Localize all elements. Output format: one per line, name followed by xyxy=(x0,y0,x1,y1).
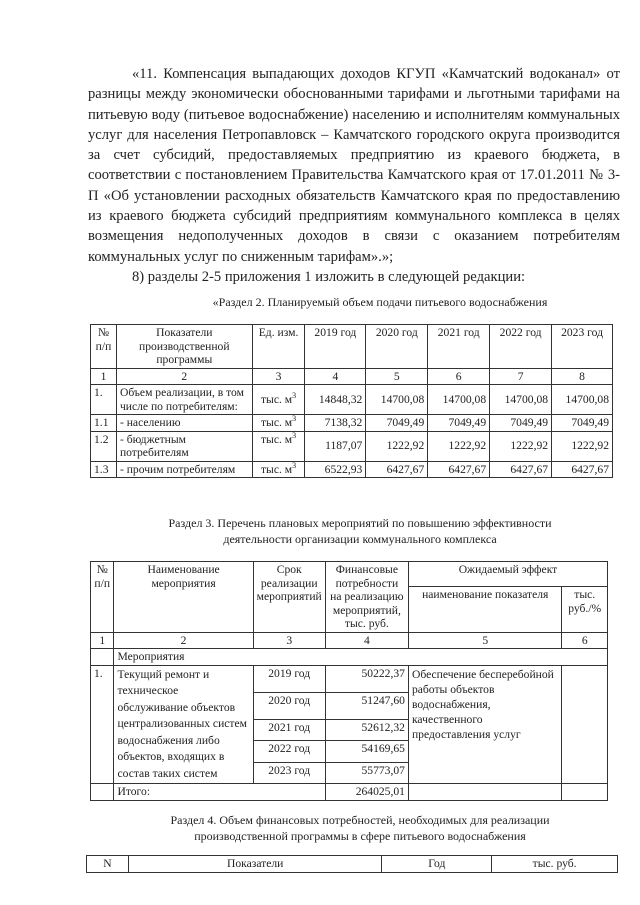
header-amount: тыс. руб. xyxy=(492,856,618,873)
table-row xyxy=(91,665,608,692)
row-value: 14700,08 xyxy=(552,385,613,415)
col-num: 3 xyxy=(252,368,305,385)
header-indicator: Показатели производственной программы xyxy=(116,325,252,369)
table-header-row xyxy=(91,562,608,587)
row-value: 1222,92 xyxy=(366,431,428,461)
header-num: N xyxy=(87,856,129,873)
header-indicator: Показатели xyxy=(128,856,382,873)
amount-cell: 55773,07 xyxy=(325,762,408,784)
col-num: 6 xyxy=(428,368,490,385)
section2-title: «Раздел 2. Планируемый объем подачи питьевого водоснабжения xyxy=(212,295,548,309)
group-row xyxy=(91,649,608,666)
row-value: 14700,08 xyxy=(366,385,428,415)
year-cell: 2019 год xyxy=(253,665,325,692)
table-row xyxy=(91,431,613,461)
row-value: 7049,49 xyxy=(428,415,490,432)
row-name: - прочим потребителям xyxy=(116,461,252,478)
paragraph-11: «11. Компенсация выпадающих доходов КГУП «Камчатский водоканал» от разницы между экономически обоснованными тарифами и льготными тарифами на питьевую воду (питьевое водоснабжение) населению и исполнителям коммунальных услуг для населения Петропавловск – Камчатского городского округа производится за счет субсидий, предоставляемых предприятию из краевого бюджета, в соответствии с постановлением Правительства Камчатского края от 17.01.2011 № 3-П «Об установлении расходных обязательств Камчатского края по предоставлению из краевого бюджета субсидий предприятиям коммунального комплекса в целях возмещения недополученных доходов в связи с оказанием потребителям коммунальных услуг по сниженным тарифам».»; xyxy=(88,66,620,265)
section3-title: Раздел 3. Перечень плановых мероприятий по повышению эффективности деятельности организации коммунального комплекса xyxy=(168,516,552,546)
section2-table xyxy=(90,324,613,478)
row-num: 1.3 xyxy=(91,461,117,478)
row-unit: тыс. $м^3$ xyxy=(252,431,305,461)
col-num: 2 xyxy=(114,632,253,649)
header-effect-value: тыс. руб./% xyxy=(562,587,608,632)
row-num: 1.1 xyxy=(91,415,117,432)
total-value: 264025,01 xyxy=(325,784,408,801)
group-label: Мероприятия xyxy=(114,649,608,666)
col-num: 4 xyxy=(325,632,408,649)
row-name: Объем реализации, в том числе по потребителям: xyxy=(116,385,252,415)
total-row xyxy=(91,784,608,801)
section4-table xyxy=(86,855,618,873)
section3-table xyxy=(90,561,608,801)
col-num: 1 xyxy=(91,368,117,385)
effect-text: Обеспечение бесперебойной работы объектов водоснабжения, качественного предоставления услуг xyxy=(408,665,562,784)
section4-title: Раздел 4. Объем финансовых потребностей, необходимых для реализации производственной программы в сфере питьевого водоснабжения xyxy=(170,813,550,843)
year-cell: 2020 год xyxy=(253,692,325,719)
col-num: 2 xyxy=(116,368,252,385)
row-num: 1.2 xyxy=(91,431,117,461)
header-unit: Ед. изм. xyxy=(252,325,305,369)
row-value: 7049,49 xyxy=(490,415,552,432)
row-value: 14700,08 xyxy=(428,385,490,415)
column-number-row xyxy=(91,368,613,385)
amount-cell: 54169,65 xyxy=(325,741,408,763)
row-unit: тыс. $м^3$ xyxy=(252,415,305,432)
row-value: 6522,93 xyxy=(305,461,366,478)
row-value: 6427,67 xyxy=(490,461,552,478)
col-num: 1 xyxy=(91,632,114,649)
row-value: 7049,49 xyxy=(366,415,428,432)
row-value: 6427,67 xyxy=(428,461,490,478)
row-value: 7138,32 xyxy=(305,415,366,432)
header-effect: Ожидаемый эффект xyxy=(408,562,607,587)
table-row xyxy=(91,461,613,478)
paragraph-8: 8) разделы 2-5 приложения 1 изложить в следующей редакции: xyxy=(132,268,526,285)
header-year: 2022 год xyxy=(490,325,552,369)
row-value: 6427,67 xyxy=(366,461,428,478)
row-num: 1. xyxy=(91,385,117,415)
header-name: Наименование мероприятия xyxy=(114,562,253,633)
row-unit: тыс. $м^3$ xyxy=(252,385,305,415)
header-term: Срок реализации мероприятий xyxy=(253,562,325,633)
col-num: 7 xyxy=(490,368,552,385)
header-year: 2021 год xyxy=(428,325,490,369)
header-num: № п/п xyxy=(91,325,117,369)
row-value: 1187,07 xyxy=(305,431,366,461)
header-year: 2023 год xyxy=(552,325,613,369)
measure-name: Текущий ремонт и техническое обслуживание объектов централизованных систем водоснабжения либо объектов, входящих в состав таких систем xyxy=(114,665,253,784)
total-label: Итого: xyxy=(114,784,325,801)
row-value: 14700,08 xyxy=(490,385,552,415)
row-num: 1. xyxy=(91,665,114,784)
col-num: 5 xyxy=(408,632,562,649)
row-name: - населению xyxy=(116,415,252,432)
amount-cell: 50222,37 xyxy=(325,665,408,692)
row-value: 6427,67 xyxy=(552,461,613,478)
col-num: 5 xyxy=(366,368,428,385)
table-row xyxy=(91,385,613,415)
amount-cell: 51247,60 xyxy=(325,692,408,719)
table-row xyxy=(91,415,613,432)
table-header-row xyxy=(91,325,613,369)
row-name: - бюджетным потребителям xyxy=(116,431,252,461)
column-number-row xyxy=(91,632,608,649)
row-value: 1222,92 xyxy=(428,431,490,461)
header-year: 2019 год xyxy=(305,325,366,369)
row-value: 1222,92 xyxy=(490,431,552,461)
intro-text xyxy=(88,64,620,287)
header-finance: Финансовые потребности на реализацию мероприятий, тыс. руб. xyxy=(325,562,408,633)
row-unit: тыс. $м^3$ xyxy=(252,461,305,478)
row-value: 14848,32 xyxy=(305,385,366,415)
year-cell: 2022 год xyxy=(253,741,325,763)
header-year: Год xyxy=(382,856,492,873)
col-num: 8 xyxy=(552,368,613,385)
amount-cell: 52612,32 xyxy=(325,719,408,741)
col-num: 3 xyxy=(253,632,325,649)
row-value: 1222,92 xyxy=(552,431,613,461)
header-num: № п/п xyxy=(91,562,114,633)
col-num: 6 xyxy=(562,632,608,649)
col-num: 4 xyxy=(305,368,366,385)
header-year: 2020 год xyxy=(366,325,428,369)
table-header-row xyxy=(87,856,618,873)
header-effect-name: наименование показателя xyxy=(408,587,562,632)
year-cell: 2023 год xyxy=(253,762,325,784)
year-cell: 2021 год xyxy=(253,719,325,741)
row-value: 7049,49 xyxy=(552,415,613,432)
